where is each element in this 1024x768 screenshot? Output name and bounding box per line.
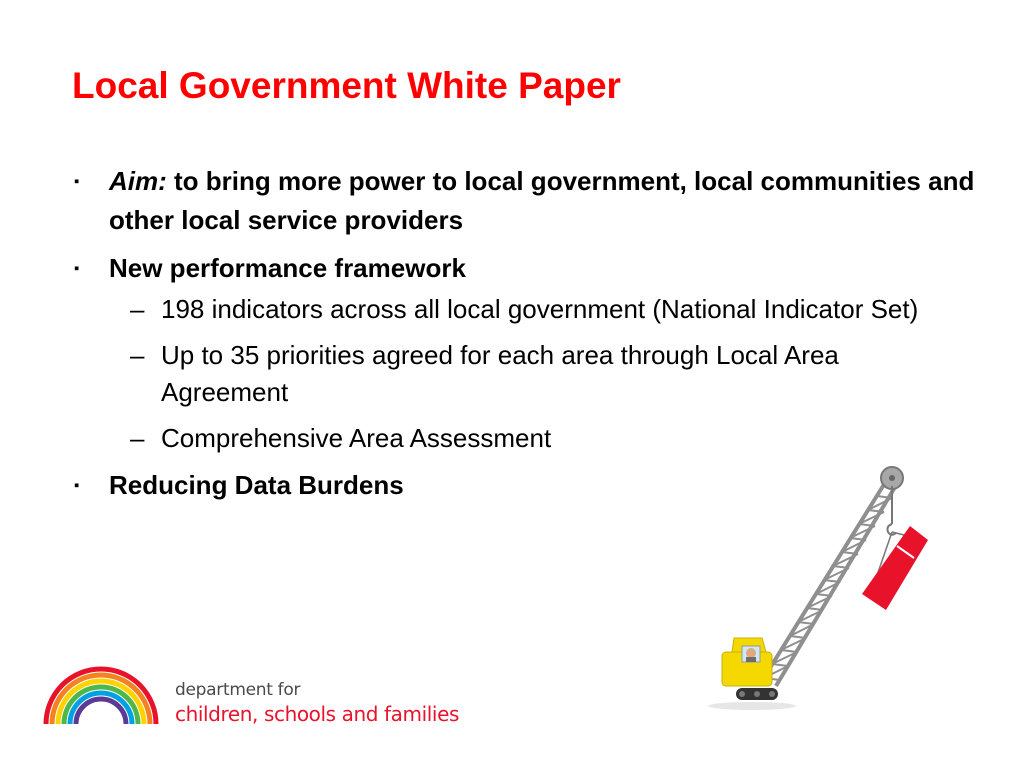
aim-label: Aim: [109, 166, 167, 196]
sub-bullet-text: 198 indicators across all local government (National Indicator Set) [161, 294, 919, 324]
crane-illustration [702, 456, 942, 716]
logo-department-text: department for [175, 680, 301, 700]
dash-bullet-icon: – [130, 423, 145, 453]
sub-bullet-text: Up to 35 priorities agreed for each area through Local Area Agreement [161, 340, 839, 407]
data-burdens-text: Reducing Data Burdens [109, 470, 404, 500]
crane-tracks [708, 688, 796, 710]
square-bullet-icon: ▪ [74, 477, 80, 494]
sub-bullet-priorities [109, 337, 951, 411]
bullet-framework [72, 249, 992, 457]
crane-cab [722, 638, 772, 686]
square-bullet-icon: ▪ [74, 260, 80, 277]
red-banner [862, 526, 928, 610]
operator-icon [746, 648, 756, 658]
square-bullet-icon: ▪ [74, 173, 80, 190]
sub-bullet-indicators [109, 291, 951, 328]
sub-bullet-assessment [109, 420, 951, 457]
dash-bullet-icon: – [130, 294, 145, 324]
logo-name-text: children, schools and families [175, 702, 460, 726]
aim-text: to bring more power to local government, local communities and other local service providers [109, 166, 975, 235]
framework-text: New performance framework [109, 253, 466, 283]
bullet-aim [72, 162, 992, 240]
slide-title: Local Government White Paper [72, 65, 621, 106]
dash-bullet-icon: – [130, 340, 145, 370]
framework-sub-list [109, 291, 992, 457]
rainbow-logo-icon [42, 664, 160, 726]
sub-bullet-text: Comprehensive Area Assessment [161, 423, 552, 453]
